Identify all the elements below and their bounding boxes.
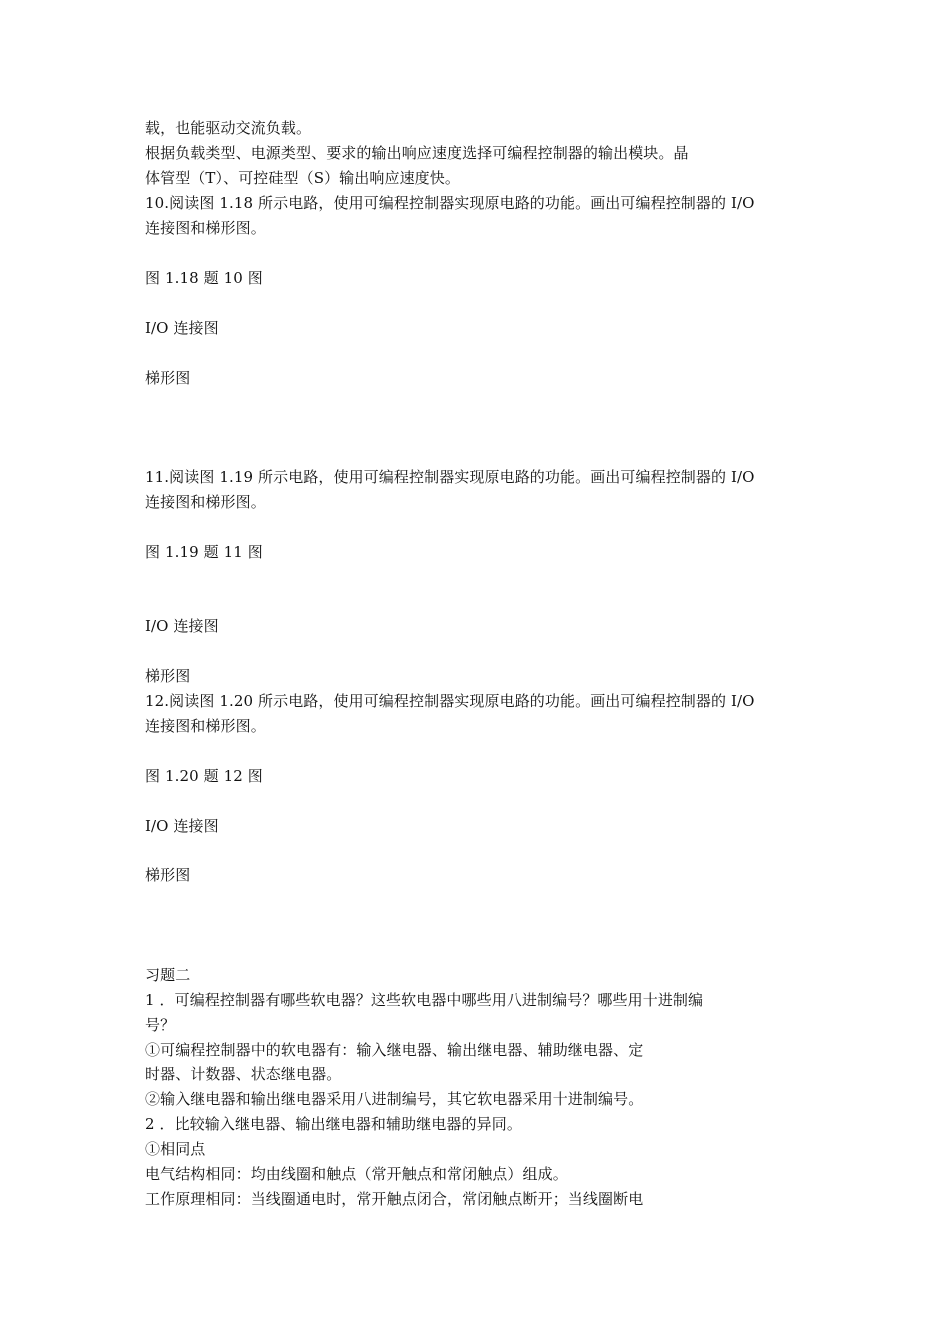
question-11-line: 11.阅读图 1.19 所示电路，使用可编程控制器实现原电路的功能。画出可编程控制器的 I/O bbox=[145, 468, 755, 486]
text-line: 电气结构相同：均由线圈和触点（常开触点和常闭触点）组成。 bbox=[145, 1165, 568, 1183]
text-line: 号？ bbox=[145, 1016, 176, 1034]
question-2-line: 2 ．比较输入继电器、输出继电器和辅助继电器的异同。 bbox=[145, 1115, 522, 1133]
question-1-line: 1 ．可编程控制器有哪些软电器？这些软电器中哪些用八进制编号？哪些用十进制编 bbox=[145, 991, 704, 1009]
section-heading: 习题二 bbox=[145, 966, 191, 984]
question-12-line: 12.阅读图 1.20 所示电路，使用可编程控制器实现原电路的功能。画出可编程控制器的 I/O bbox=[145, 692, 755, 710]
text-line: 连接图和梯形图。 bbox=[145, 219, 266, 237]
text-line: 体管型（T）、可控硅型（S）输出响应速度快。 bbox=[145, 169, 460, 187]
text-line: ①相同点 bbox=[145, 1140, 206, 1158]
figure-caption: 图 1.18 题 10 图 bbox=[145, 269, 263, 287]
text-line: 连接图和梯形图。 bbox=[145, 493, 266, 511]
text-line: 连接图和梯形图。 bbox=[145, 717, 266, 735]
text-line: 工作原理相同：当线圈通电时，常开触点闭合，常闭触点断开；当线圈断电 bbox=[145, 1190, 644, 1208]
figure-label: I/O 连接图 bbox=[145, 617, 219, 635]
figure-caption: 图 1.20 题 12 图 bbox=[145, 767, 263, 785]
figure-label: 梯形图 bbox=[145, 667, 191, 685]
figure-caption: 图 1.19 题 11 图 bbox=[145, 543, 263, 561]
text-line: ①可编程控制器中的软电器有：输入继电器、输出继电器、辅助继电器、定 bbox=[145, 1041, 644, 1059]
figure-label: 梯形图 bbox=[145, 369, 191, 387]
text-line: 时器、计数器、状态继电器。 bbox=[145, 1065, 342, 1083]
figure-label: I/O 连接图 bbox=[145, 817, 219, 835]
text-line: 载，也能驱动交流负载。 bbox=[145, 119, 312, 137]
text-line: 根据负载类型、电源类型、要求的输出响应速度选择可编程控制器的输出模块。晶 bbox=[145, 144, 689, 162]
figure-label: 梯形图 bbox=[145, 866, 191, 884]
figure-label: I/O 连接图 bbox=[145, 319, 219, 337]
text-line: ②输入继电器和输出继电器采用八进制编号，其它软电器采用十进制编号。 bbox=[145, 1090, 644, 1108]
question-10-line: 10.阅读图 1.18 所示电路，使用可编程控制器实现原电路的功能。画出可编程控制器的 I/O bbox=[145, 194, 755, 212]
